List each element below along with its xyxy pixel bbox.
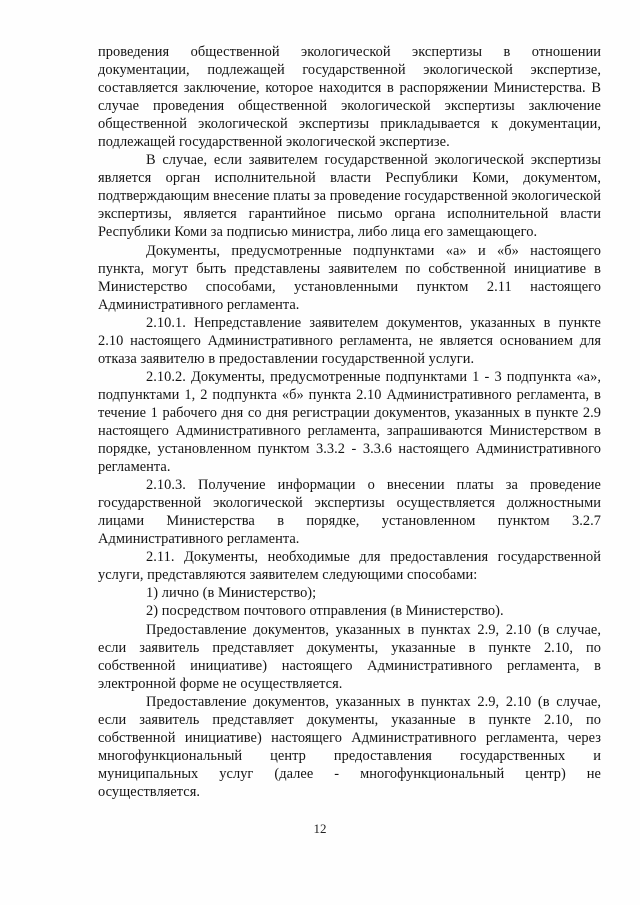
paragraph-2-11: 2.11. Документы, необходимые для предоставления государственной услуги, представляются заявителем следующими способами: xyxy=(98,549,601,584)
paragraph-own-initiative: Документы, предусмотренные подпунктами «а» и «б» настоящего пункта, могут быть представлены заявителем по собственной инициативе в Министерство способами, установленными пунктом 2.11 настоящего Административного регламента. xyxy=(98,242,601,313)
list-item-postal: 2) посредством почтового отправления (в Министерство). xyxy=(146,603,504,620)
paragraph-2-10-3: 2.10.3. Получение информации о внесении платы за проведение государственной экологической экспертизы осуществляется должностными лицами Министерства в порядке, установленном пунктом 3.2.7 Административного регламента. xyxy=(98,477,601,548)
page-number: 12 xyxy=(313,821,327,836)
paragraph-2-10-2: 2.10.2. Документы, предусмотренные подпунктами 1 - 3 подпункта «а», подпунктами 1, 2 подпункта «б» пункта 2.10 Административного регламента, в течение 1 рабочего дня со дня регистрации документов, указанных в пункте 2.9 настоящего Административного регламента, запрашиваются Министерством в порядке, установленном пунктом 3.3.2 - 3.3.6 настоящего Административного регламента. xyxy=(98,368,601,476)
paragraph-mfc: Предоставление документов, указанных в пунктах 2.9, 2.10 (в случае, если заявитель представляет документы, указанные в пункте 2.10, по собственной инициативе) настоящего Административного регламента, через многофункциональный центр предоставления государственных и муниципальных услуг (далее - многофункциональный центр) не осуществляется. xyxy=(98,693,601,800)
paragraph-2-10-1: 2.10.1. Непредставление заявителем документов, указанных в пункте 2.10 настоящего Административного регламента, не является основанием для отказа заявителю в предоставлении государственной услуги. xyxy=(98,314,601,367)
list-item-in-person: 1) лично (в Министерство); xyxy=(146,585,317,602)
paragraph-electronic-form: Предоставление документов, указанных в пунктах 2.9, 2.10 (в случае, если заявитель представляет документы, указанные в пункте 2.10, по собственной инициативе) настоящего Административного регламента, в электронной форме не осуществляется. xyxy=(98,621,601,692)
body-text xyxy=(98,43,601,801)
paragraph-continuation: проведения общественной экологической экспертизы в отношении документации, подлежащей государственной экологической экспертизе, составляется заключение, которое находится в распоряжении Министерства. В случае проведения общественной экологической экспертизы заключение общественной экологической экспертизы прикладывается к документации, подлежащей государственной экологической экспертизе. xyxy=(98,44,601,151)
paragraph-guarantee-letter: В случае, если заявителем государственной экологической экспертизы является орган исполнительной власти Республики Коми, документом, подтверждающим внесение платы за проведение государственной экологической экспертизы, является гарантийное письмо органа исполнительной власти Республики Коми за подписью министра, либо лица его замещающего. xyxy=(98,152,601,241)
